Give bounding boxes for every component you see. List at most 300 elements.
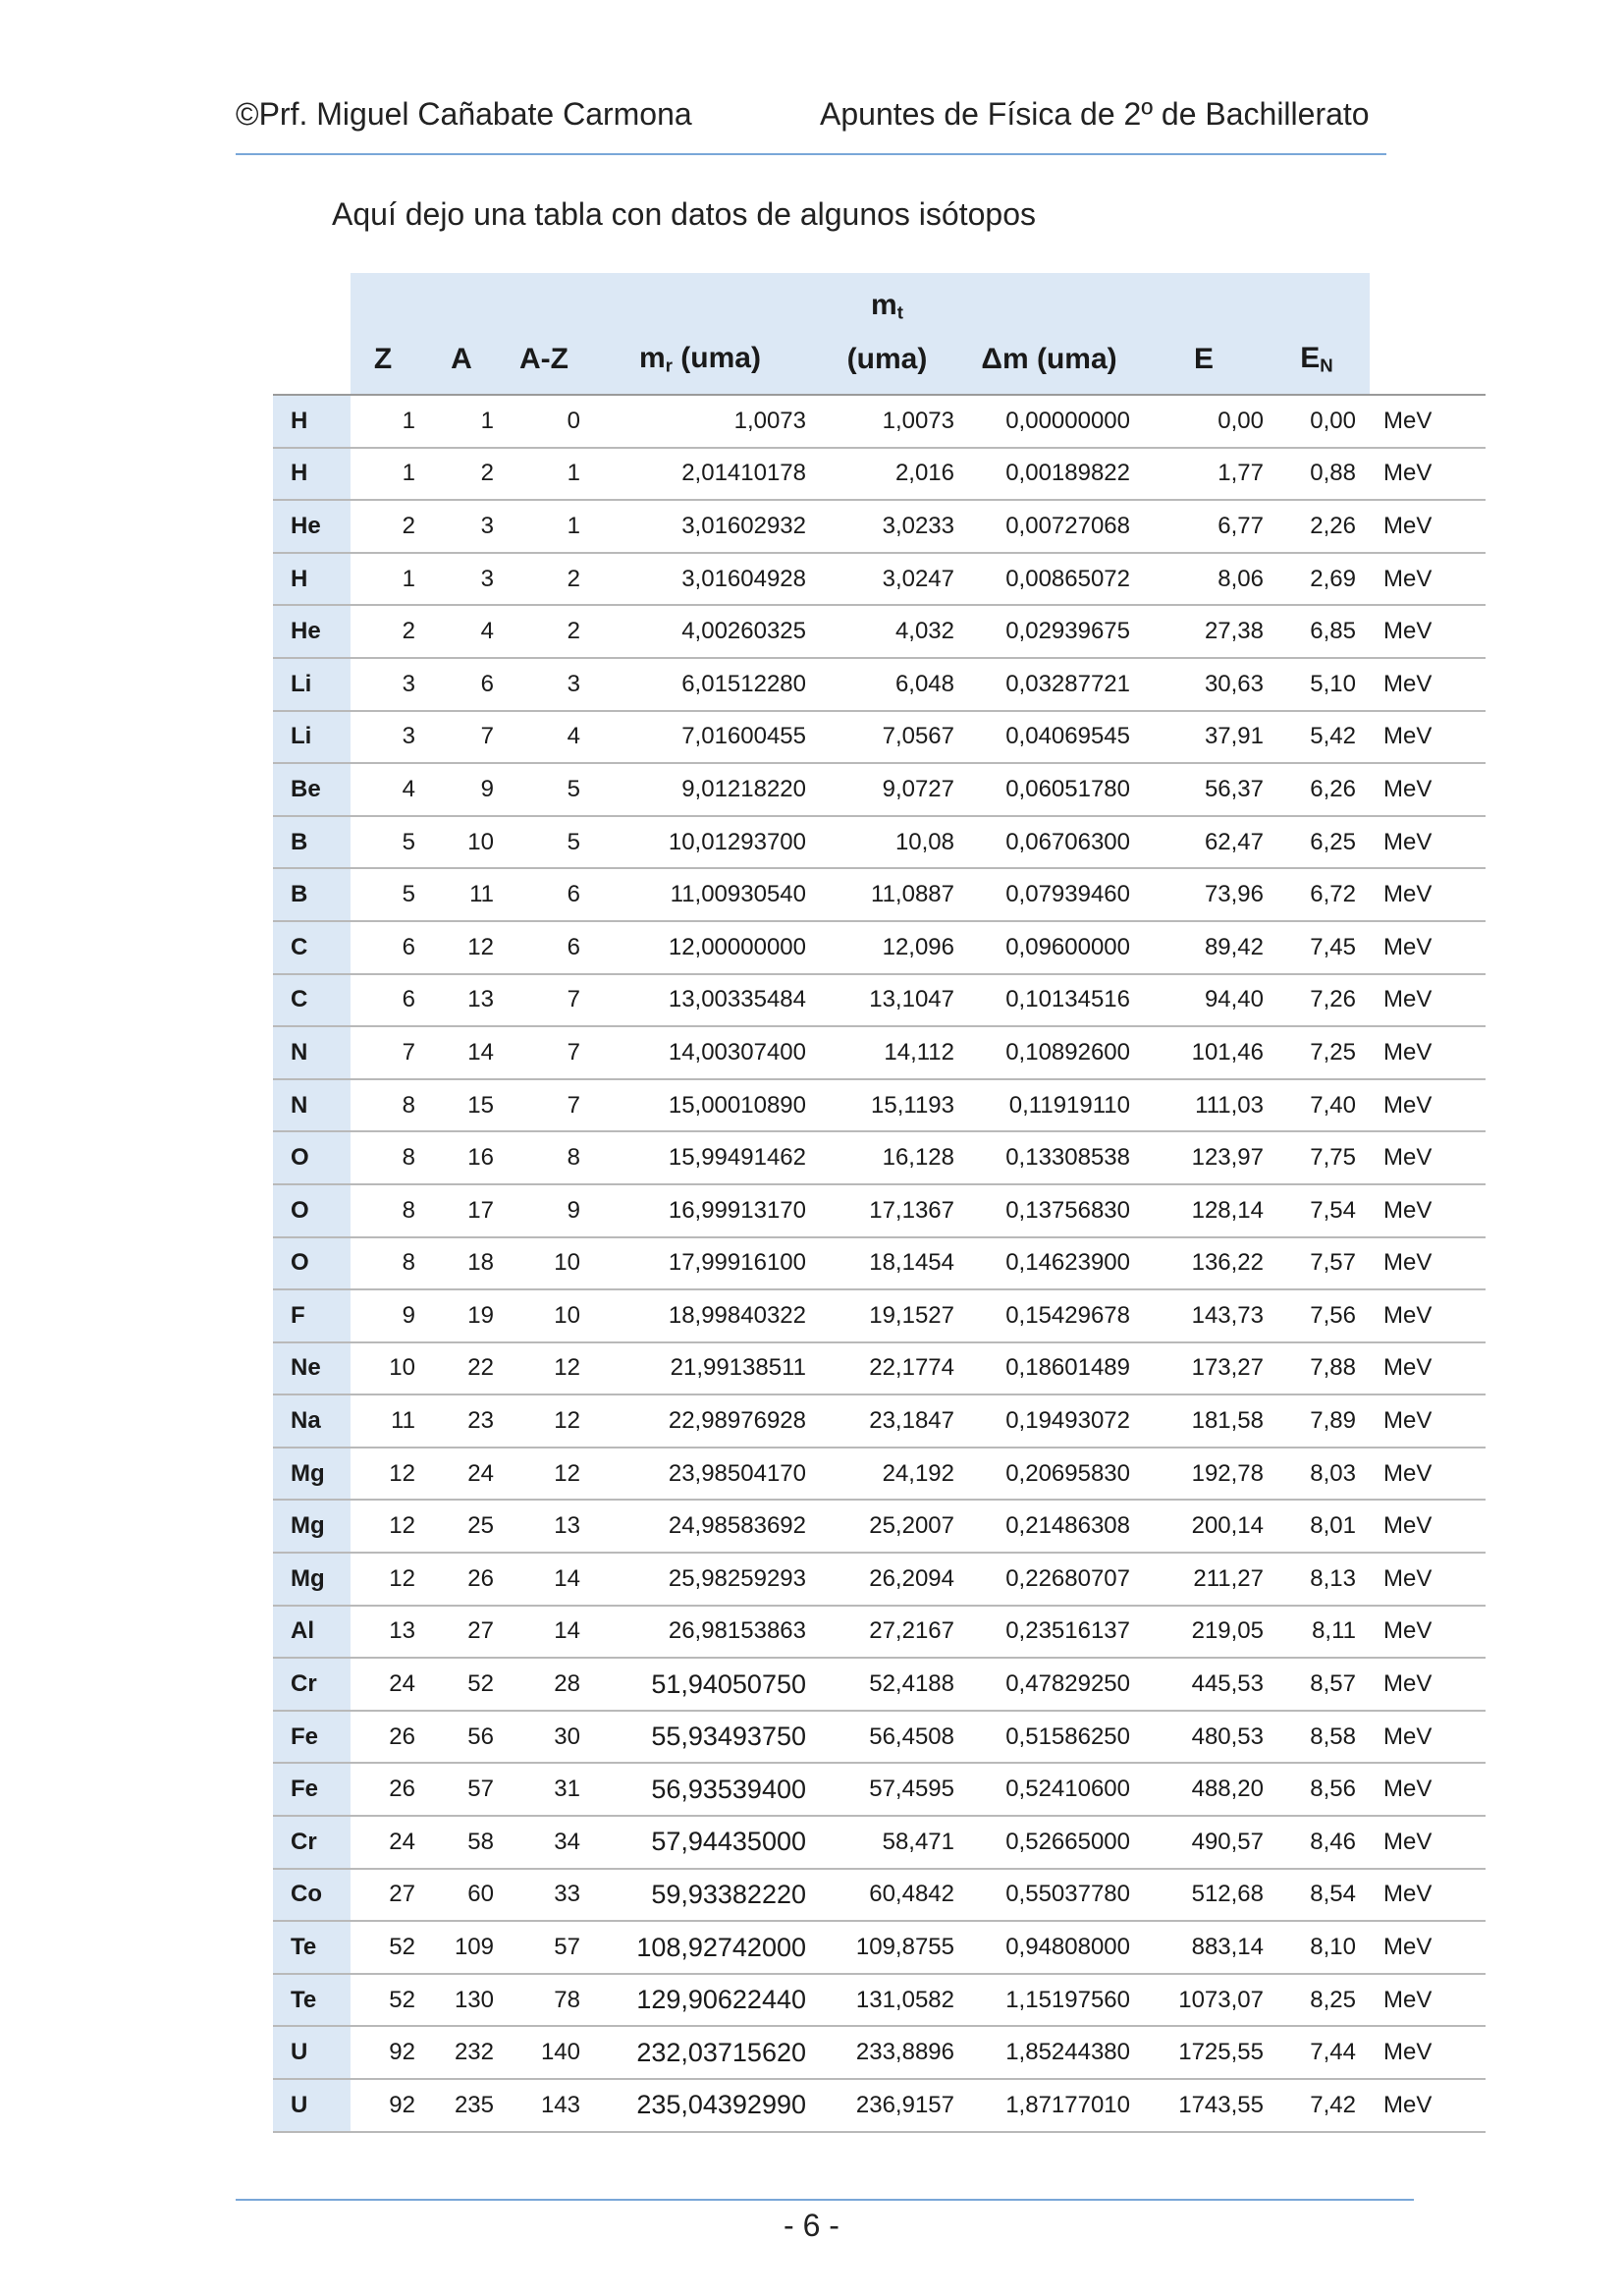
cell-z: 27 — [351, 1869, 429, 1922]
isotope-symbol: U — [273, 2079, 351, 2132]
cell-a-minus-z: 33 — [508, 1869, 594, 1922]
cell-delta-m: 0,10134516 — [968, 974, 1144, 1027]
cell-a: 60 — [429, 1869, 508, 1922]
cell-en: 7,40 — [1277, 1079, 1370, 1132]
cell-unit: MeV — [1370, 1606, 1486, 1659]
cell-a-minus-z: 31 — [508, 1763, 594, 1816]
cell-e: 1743,55 — [1144, 2079, 1277, 2132]
cell-unit: MeV — [1370, 448, 1486, 501]
table-row — [273, 605, 1486, 658]
cell-delta-m: 0,94808000 — [968, 1921, 1144, 1974]
cell-z: 8 — [351, 1184, 429, 1237]
cell-mt: 13,1047 — [820, 974, 968, 1027]
cell-mt: 2,016 — [820, 448, 968, 501]
cell-a-minus-z: 143 — [508, 2079, 594, 2132]
cell-delta-m: 0,13756830 — [968, 1184, 1144, 1237]
cell-z: 7 — [351, 1026, 429, 1079]
cell-a-minus-z: 5 — [508, 816, 594, 869]
cell-mt: 22,1774 — [820, 1342, 968, 1395]
cell-z: 1 — [351, 448, 429, 501]
isotope-symbol: Li — [273, 658, 351, 711]
cell-e: 128,14 — [1144, 1184, 1277, 1237]
cell-unit: MeV — [1370, 1289, 1486, 1342]
cell-mt: 15,1193 — [820, 1079, 968, 1132]
cell-mr: 232,03715620 — [594, 2026, 820, 2079]
cell-a: 232 — [429, 2026, 508, 2079]
cell-a-minus-z: 4 — [508, 711, 594, 764]
header-author: ©Prf. Miguel Cañabate Carmona — [236, 96, 692, 132]
header-z: Z — [351, 324, 429, 395]
cell-a-minus-z: 57 — [508, 1921, 594, 1974]
cell-a: 2 — [429, 448, 508, 501]
cell-e: 173,27 — [1144, 1342, 1277, 1395]
isotope-symbol: He — [273, 605, 351, 658]
cell-unit: MeV — [1370, 2079, 1486, 2132]
cell-e: 192,78 — [1144, 1448, 1277, 1501]
isotope-table — [273, 273, 1486, 2133]
cell-a: 56 — [429, 1711, 508, 1764]
cell-e: 101,46 — [1144, 1026, 1277, 1079]
cell-delta-m: 0,51586250 — [968, 1711, 1144, 1764]
table-row — [273, 1869, 1486, 1922]
cell-a-minus-z: 10 — [508, 1289, 594, 1342]
cell-mr: 25,98259293 — [594, 1553, 820, 1606]
cell-mr: 13,00335484 — [594, 974, 820, 1027]
cell-z: 5 — [351, 868, 429, 921]
cell-a: 14 — [429, 1026, 508, 1079]
cell-unit: MeV — [1370, 1974, 1486, 2027]
cell-a: 16 — [429, 1131, 508, 1184]
table-row — [273, 448, 1486, 501]
cell-z: 92 — [351, 2079, 429, 2132]
cell-mr: 56,93539400 — [594, 1763, 820, 1816]
cell-unit: MeV — [1370, 500, 1486, 553]
cell-mr: 15,00010890 — [594, 1079, 820, 1132]
cell-z: 3 — [351, 711, 429, 764]
header-mt-top: $m_t$ — [820, 273, 968, 324]
isotope-symbol: Mg — [273, 1500, 351, 1553]
cell-mt: 26,2094 — [820, 1553, 968, 1606]
cell-a: 13 — [429, 974, 508, 1027]
cell-delta-m: 1,87177010 — [968, 2079, 1144, 2132]
cell-delta-m: 0,10892600 — [968, 1026, 1144, 1079]
cell-a-minus-z: 10 — [508, 1237, 594, 1290]
cell-en: 8,58 — [1277, 1711, 1370, 1764]
cell-en: 6,85 — [1277, 605, 1370, 658]
cell-unit: MeV — [1370, 921, 1486, 974]
cell-delta-m: 0,47829250 — [968, 1658, 1144, 1711]
cell-a: 4 — [429, 605, 508, 658]
cell-mr: 55,93493750 — [594, 1711, 820, 1764]
isotope-symbol: Ne — [273, 1342, 351, 1395]
cell-mt: 236,9157 — [820, 2079, 968, 2132]
cell-mr: 23,98504170 — [594, 1448, 820, 1501]
cell-z: 10 — [351, 1342, 429, 1395]
isotope-symbol: Fe — [273, 1763, 351, 1816]
cell-delta-m: 0,14623900 — [968, 1237, 1144, 1290]
cell-z: 52 — [351, 1974, 429, 2027]
cell-mr: 129,90622440 — [594, 1974, 820, 2027]
cell-z: 8 — [351, 1237, 429, 1290]
cell-unit: MeV — [1370, 1658, 1486, 1711]
cell-a: 10 — [429, 816, 508, 869]
cell-unit: MeV — [1370, 763, 1486, 816]
cell-mt: 12,096 — [820, 921, 968, 974]
cell-a-minus-z: 34 — [508, 1816, 594, 1869]
cell-en: 7,26 — [1277, 974, 1370, 1027]
cell-mt: 3,0247 — [820, 553, 968, 606]
cell-mt: 52,4188 — [820, 1658, 968, 1711]
isotope-symbol: H — [273, 553, 351, 606]
isotope-symbol: C — [273, 974, 351, 1027]
cell-mr: 57,94435000 — [594, 1816, 820, 1869]
cell-mt: 11,0887 — [820, 868, 968, 921]
cell-mr: 235,04392990 — [594, 2079, 820, 2132]
cell-e: 89,42 — [1144, 921, 1277, 974]
cell-unit: MeV — [1370, 974, 1486, 1027]
cell-unit: MeV — [1370, 1763, 1486, 1816]
isotope-symbol: H — [273, 448, 351, 501]
cell-mt: 19,1527 — [820, 1289, 968, 1342]
cell-a-minus-z: 28 — [508, 1658, 594, 1711]
cell-e: 6,77 — [1144, 500, 1277, 553]
cell-e: 0,00 — [1144, 395, 1277, 448]
cell-en: 2,69 — [1277, 553, 1370, 606]
table-row — [273, 1342, 1486, 1395]
cell-mr: 7,01600455 — [594, 711, 820, 764]
cell-en: 8,56 — [1277, 1763, 1370, 1816]
cell-en: 6,26 — [1277, 763, 1370, 816]
cell-a-minus-z: 30 — [508, 1711, 594, 1764]
cell-e: 136,22 — [1144, 1237, 1277, 1290]
cell-e: 37,91 — [1144, 711, 1277, 764]
cell-a: 12 — [429, 921, 508, 974]
cell-a: 19 — [429, 1289, 508, 1342]
cell-e: 490,57 — [1144, 1816, 1277, 1869]
cell-delta-m: 0,00000000 — [968, 395, 1144, 448]
cell-e: 8,06 — [1144, 553, 1277, 606]
cell-delta-m: 0,22680707 — [968, 1553, 1144, 1606]
cell-mr: 3,01602932 — [594, 500, 820, 553]
table-row — [273, 1448, 1486, 1501]
cell-e: 883,14 — [1144, 1921, 1277, 1974]
table-row — [273, 1394, 1486, 1448]
cell-mt: 10,08 — [820, 816, 968, 869]
cell-mt: 14,112 — [820, 1026, 968, 1079]
isotope-symbol: Al — [273, 1606, 351, 1659]
cell-a-minus-z: 140 — [508, 2026, 594, 2079]
isotope-symbol: U — [273, 2026, 351, 2079]
isotope-symbol: He — [273, 500, 351, 553]
cell-mt: 9,0727 — [820, 763, 968, 816]
isotope-symbol: Li — [273, 711, 351, 764]
table-row — [273, 1974, 1486, 2027]
table-row — [273, 2079, 1486, 2132]
table-row — [273, 1763, 1486, 1816]
cell-mr: 26,98153863 — [594, 1606, 820, 1659]
table-row — [273, 1658, 1486, 1711]
cell-mt: 3,0233 — [820, 500, 968, 553]
cell-a: 11 — [429, 868, 508, 921]
header-a-minus-z: A-Z — [508, 324, 594, 395]
cell-en: 7,54 — [1277, 1184, 1370, 1237]
cell-e: 73,96 — [1144, 868, 1277, 921]
cell-delta-m: 0,21486308 — [968, 1500, 1144, 1553]
table-row — [273, 1131, 1486, 1184]
cell-e: 219,05 — [1144, 1606, 1277, 1659]
cell-e: 488,20 — [1144, 1763, 1277, 1816]
cell-delta-m: 0,00865072 — [968, 553, 1144, 606]
cell-unit: MeV — [1370, 1079, 1486, 1132]
cell-mt: 56,4508 — [820, 1711, 968, 1764]
cell-unit: MeV — [1370, 1711, 1486, 1764]
table-row — [273, 711, 1486, 764]
cell-e: 30,63 — [1144, 658, 1277, 711]
cell-z: 3 — [351, 658, 429, 711]
cell-z: 8 — [351, 1079, 429, 1132]
cell-e: 94,40 — [1144, 974, 1277, 1027]
cell-e: 143,73 — [1144, 1289, 1277, 1342]
header-en: $E_N$ — [1277, 324, 1370, 395]
cell-en: 7,42 — [1277, 2079, 1370, 2132]
cell-delta-m: 0,06706300 — [968, 816, 1144, 869]
table-row — [273, 816, 1486, 869]
cell-z: 92 — [351, 2026, 429, 2079]
cell-z: 5 — [351, 816, 429, 869]
table-row — [273, 1289, 1486, 1342]
cell-unit: MeV — [1370, 1500, 1486, 1553]
cell-unit: MeV — [1370, 1816, 1486, 1869]
cell-a: 15 — [429, 1079, 508, 1132]
header-title: Apuntes de Física de 2º de Bachillerato — [820, 96, 1370, 132]
table-row — [273, 1711, 1486, 1764]
table-row — [273, 2026, 1486, 2079]
cell-unit: MeV — [1370, 1394, 1486, 1448]
cell-a: 58 — [429, 1816, 508, 1869]
cell-unit: MeV — [1370, 1448, 1486, 1501]
cell-mt: 58,471 — [820, 1816, 968, 1869]
table-row — [273, 868, 1486, 921]
isotope-symbol: B — [273, 868, 351, 921]
cell-z: 1 — [351, 553, 429, 606]
table-row — [273, 658, 1486, 711]
table-row — [273, 921, 1486, 974]
cell-unit: MeV — [1370, 711, 1486, 764]
cell-mr: 4,00260325 — [594, 605, 820, 658]
header-delta-m: Δm (uma) — [968, 324, 1144, 395]
table-row — [273, 395, 1486, 448]
cell-mt: 233,8896 — [820, 2026, 968, 2079]
cell-mr: 51,94050750 — [594, 1658, 820, 1711]
cell-mt: 23,1847 — [820, 1394, 968, 1448]
cell-z: 13 — [351, 1606, 429, 1659]
cell-mr: 10,01293700 — [594, 816, 820, 869]
cell-a: 23 — [429, 1394, 508, 1448]
isotope-symbol: Cr — [273, 1816, 351, 1869]
cell-mt: 24,192 — [820, 1448, 968, 1501]
cell-z: 2 — [351, 500, 429, 553]
cell-en: 8,13 — [1277, 1553, 1370, 1606]
cell-en: 8,03 — [1277, 1448, 1370, 1501]
cell-mt: 57,4595 — [820, 1763, 968, 1816]
header-mt-unit: (uma) — [820, 324, 968, 395]
cell-delta-m: 0,15429678 — [968, 1289, 1144, 1342]
table-row — [273, 500, 1486, 553]
isotope-symbol: Co — [273, 1869, 351, 1922]
cell-mt: 1,0073 — [820, 395, 968, 448]
cell-a: 57 — [429, 1763, 508, 1816]
cell-en: 6,25 — [1277, 816, 1370, 869]
cell-mt: 25,2007 — [820, 1500, 968, 1553]
table-row — [273, 763, 1486, 816]
cell-en: 8,25 — [1277, 1974, 1370, 2027]
cell-mr: 1,0073 — [594, 395, 820, 448]
table-row — [273, 1026, 1486, 1079]
cell-a-minus-z: 13 — [508, 1500, 594, 1553]
isotope-symbol: F — [273, 1289, 351, 1342]
cell-unit: MeV — [1370, 1553, 1486, 1606]
cell-z: 52 — [351, 1921, 429, 1974]
cell-a-minus-z: 7 — [508, 974, 594, 1027]
isotope-symbol: C — [273, 921, 351, 974]
cell-a: 24 — [429, 1448, 508, 1501]
cell-en: 5,42 — [1277, 711, 1370, 764]
cell-en: 0,00 — [1277, 395, 1370, 448]
isotope-symbol: Te — [273, 1921, 351, 1974]
cell-delta-m: 0,02939675 — [968, 605, 1144, 658]
cell-delta-m: 0,00189822 — [968, 448, 1144, 501]
cell-unit: MeV — [1370, 1869, 1486, 1922]
cell-a-minus-z: 7 — [508, 1079, 594, 1132]
cell-mr: 18,99840322 — [594, 1289, 820, 1342]
cell-z: 6 — [351, 921, 429, 974]
cell-mr: 9,01218220 — [594, 763, 820, 816]
cell-delta-m: 0,13308538 — [968, 1131, 1144, 1184]
cell-en: 7,75 — [1277, 1131, 1370, 1184]
cell-a: 26 — [429, 1553, 508, 1606]
cell-a: 9 — [429, 763, 508, 816]
cell-z: 12 — [351, 1448, 429, 1501]
cell-unit: MeV — [1370, 1342, 1486, 1395]
cell-delta-m: 0,11919110 — [968, 1079, 1144, 1132]
cell-unit: MeV — [1370, 1237, 1486, 1290]
cell-en: 6,72 — [1277, 868, 1370, 921]
cell-en: 2,26 — [1277, 500, 1370, 553]
cell-a-minus-z: 2 — [508, 605, 594, 658]
isotope-symbol: Cr — [273, 1658, 351, 1711]
cell-mt: 131,0582 — [820, 1974, 968, 2027]
cell-a-minus-z: 6 — [508, 868, 594, 921]
table-row — [273, 1921, 1486, 1974]
table-header — [273, 273, 1486, 395]
table-row — [273, 1606, 1486, 1659]
cell-delta-m: 0,19493072 — [968, 1394, 1144, 1448]
cell-z: 6 — [351, 974, 429, 1027]
cell-unit: MeV — [1370, 868, 1486, 921]
cell-mr: 21,99138511 — [594, 1342, 820, 1395]
cell-mt: 60,4842 — [820, 1869, 968, 1922]
cell-mr: 6,01512280 — [594, 658, 820, 711]
cell-a: 52 — [429, 1658, 508, 1711]
table-body — [273, 395, 1486, 2132]
cell-a: 235 — [429, 2079, 508, 2132]
isotope-table-wrapper — [273, 273, 1486, 2133]
cell-e: 56,37 — [1144, 763, 1277, 816]
cell-a: 27 — [429, 1606, 508, 1659]
isotope-symbol: Mg — [273, 1448, 351, 1501]
cell-a-minus-z: 14 — [508, 1606, 594, 1659]
cell-a: 1 — [429, 395, 508, 448]
cell-e: 512,68 — [1144, 1869, 1277, 1922]
cell-en: 7,89 — [1277, 1394, 1370, 1448]
cell-delta-m: 0,52665000 — [968, 1816, 1144, 1869]
isotope-symbol: Be — [273, 763, 351, 816]
cell-delta-m: 0,52410600 — [968, 1763, 1144, 1816]
cell-mt: 4,032 — [820, 605, 968, 658]
cell-delta-m: 1,15197560 — [968, 1974, 1144, 2027]
cell-mr: 15,99491462 — [594, 1131, 820, 1184]
isotope-symbol: O — [273, 1184, 351, 1237]
cell-mt: 17,1367 — [820, 1184, 968, 1237]
cell-a-minus-z: 14 — [508, 1553, 594, 1606]
cell-en: 7,56 — [1277, 1289, 1370, 1342]
table-row — [273, 1184, 1486, 1237]
cell-unit: MeV — [1370, 395, 1486, 448]
cell-delta-m: 0,03287721 — [968, 658, 1144, 711]
cell-a: 22 — [429, 1342, 508, 1395]
cell-a: 3 — [429, 553, 508, 606]
cell-e: 200,14 — [1144, 1500, 1277, 1553]
cell-en: 7,25 — [1277, 1026, 1370, 1079]
cell-mr: 2,01410178 — [594, 448, 820, 501]
isotope-symbol: B — [273, 816, 351, 869]
header-divider — [236, 153, 1386, 155]
cell-en: 8,01 — [1277, 1500, 1370, 1553]
isotope-symbol: O — [273, 1131, 351, 1184]
cell-mt: 27,2167 — [820, 1606, 968, 1659]
cell-mr: 12,00000000 — [594, 921, 820, 974]
intro-text: Aquí dejo una tabla con datos de algunos isótopos — [332, 196, 1036, 232]
cell-mr: 14,00307400 — [594, 1026, 820, 1079]
cell-z: 2 — [351, 605, 429, 658]
cell-e: 181,58 — [1144, 1394, 1277, 1448]
cell-en: 8,11 — [1277, 1606, 1370, 1659]
cell-en: 7,45 — [1277, 921, 1370, 974]
cell-unit: MeV — [1370, 553, 1486, 606]
isotope-symbol: H — [273, 395, 351, 448]
cell-mr: 108,92742000 — [594, 1921, 820, 1974]
cell-en: 0,88 — [1277, 448, 1370, 501]
cell-mr: 24,98583692 — [594, 1500, 820, 1553]
cell-a-minus-z: 78 — [508, 1974, 594, 2027]
cell-a-minus-z: 1 — [508, 500, 594, 553]
cell-a: 17 — [429, 1184, 508, 1237]
cell-a-minus-z: 2 — [508, 553, 594, 606]
table-row — [273, 553, 1486, 606]
cell-unit: MeV — [1370, 816, 1486, 869]
cell-mr: 16,99913170 — [594, 1184, 820, 1237]
cell-a-minus-z: 9 — [508, 1184, 594, 1237]
cell-delta-m: 0,18601489 — [968, 1342, 1144, 1395]
cell-en: 7,88 — [1277, 1342, 1370, 1395]
cell-a: 18 — [429, 1237, 508, 1290]
cell-delta-m: 0,04069545 — [968, 711, 1144, 764]
cell-mr: 22,98976928 — [594, 1394, 820, 1448]
cell-z: 1 — [351, 395, 429, 448]
cell-e: 480,53 — [1144, 1711, 1277, 1764]
cell-e: 123,97 — [1144, 1131, 1277, 1184]
cell-delta-m: 0,06051780 — [968, 763, 1144, 816]
